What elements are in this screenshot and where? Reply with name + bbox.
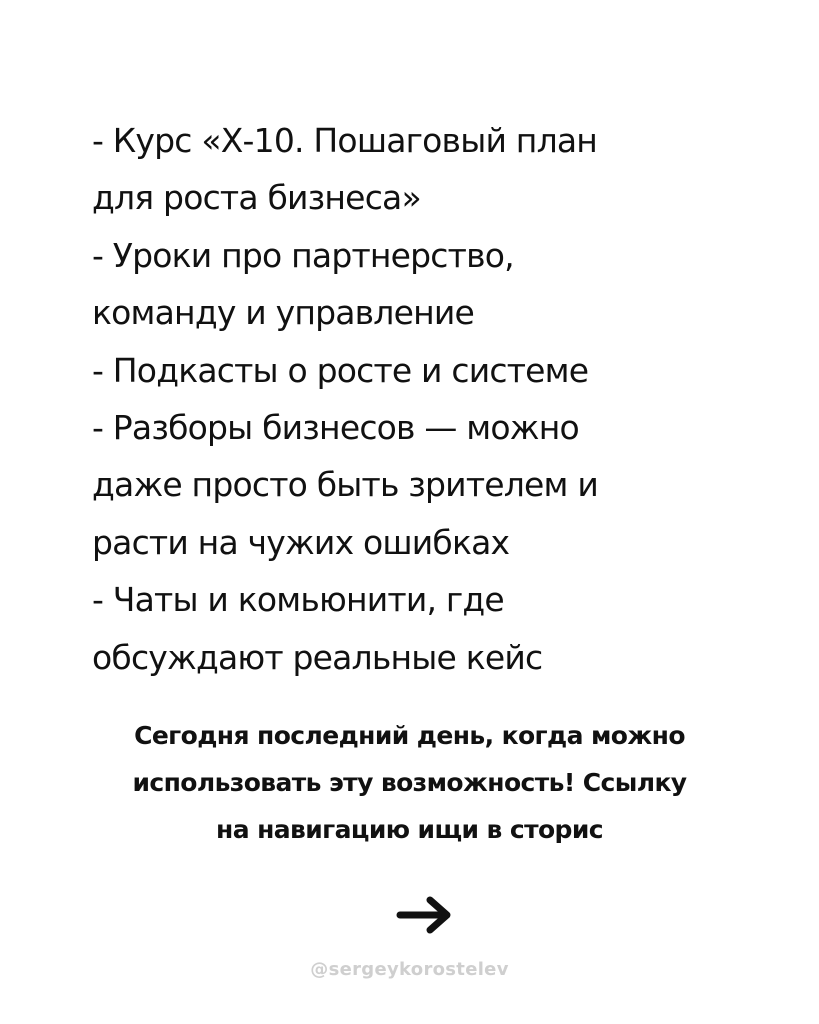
cta-line: на навигацию ищи в сторис — [216, 815, 603, 844]
list-line: для роста бизнеса» — [92, 178, 421, 218]
list-line: - Уроки про партнерство, — [92, 235, 514, 275]
list-line: расти на чужих ошибках — [92, 522, 510, 562]
list-line: - Курс «Х-10. Пошаговый план — [92, 121, 598, 160]
call-to-action-text — [40, 712, 779, 853]
list-line: - Разборы бизнесов — можно — [92, 408, 579, 448]
list-line: - Чаты и комьюнити, где — [92, 580, 504, 620]
list-line: - Подкасты о росте и системе — [92, 350, 589, 390]
cta-line: Сегодня последний день, когда можно — [134, 721, 685, 750]
arrow-right-icon — [390, 895, 460, 935]
feature-list — [92, 112, 772, 686]
list-line: команду и управление — [92, 293, 475, 333]
list-line: даже просто быть зрителем и — [92, 465, 598, 505]
list-line: обсуждают реальные кейс — [92, 637, 543, 677]
author-handle: @sergeykorostelev — [310, 959, 509, 980]
cta-line: использовать эту возможность! Ссылку — [132, 768, 687, 797]
